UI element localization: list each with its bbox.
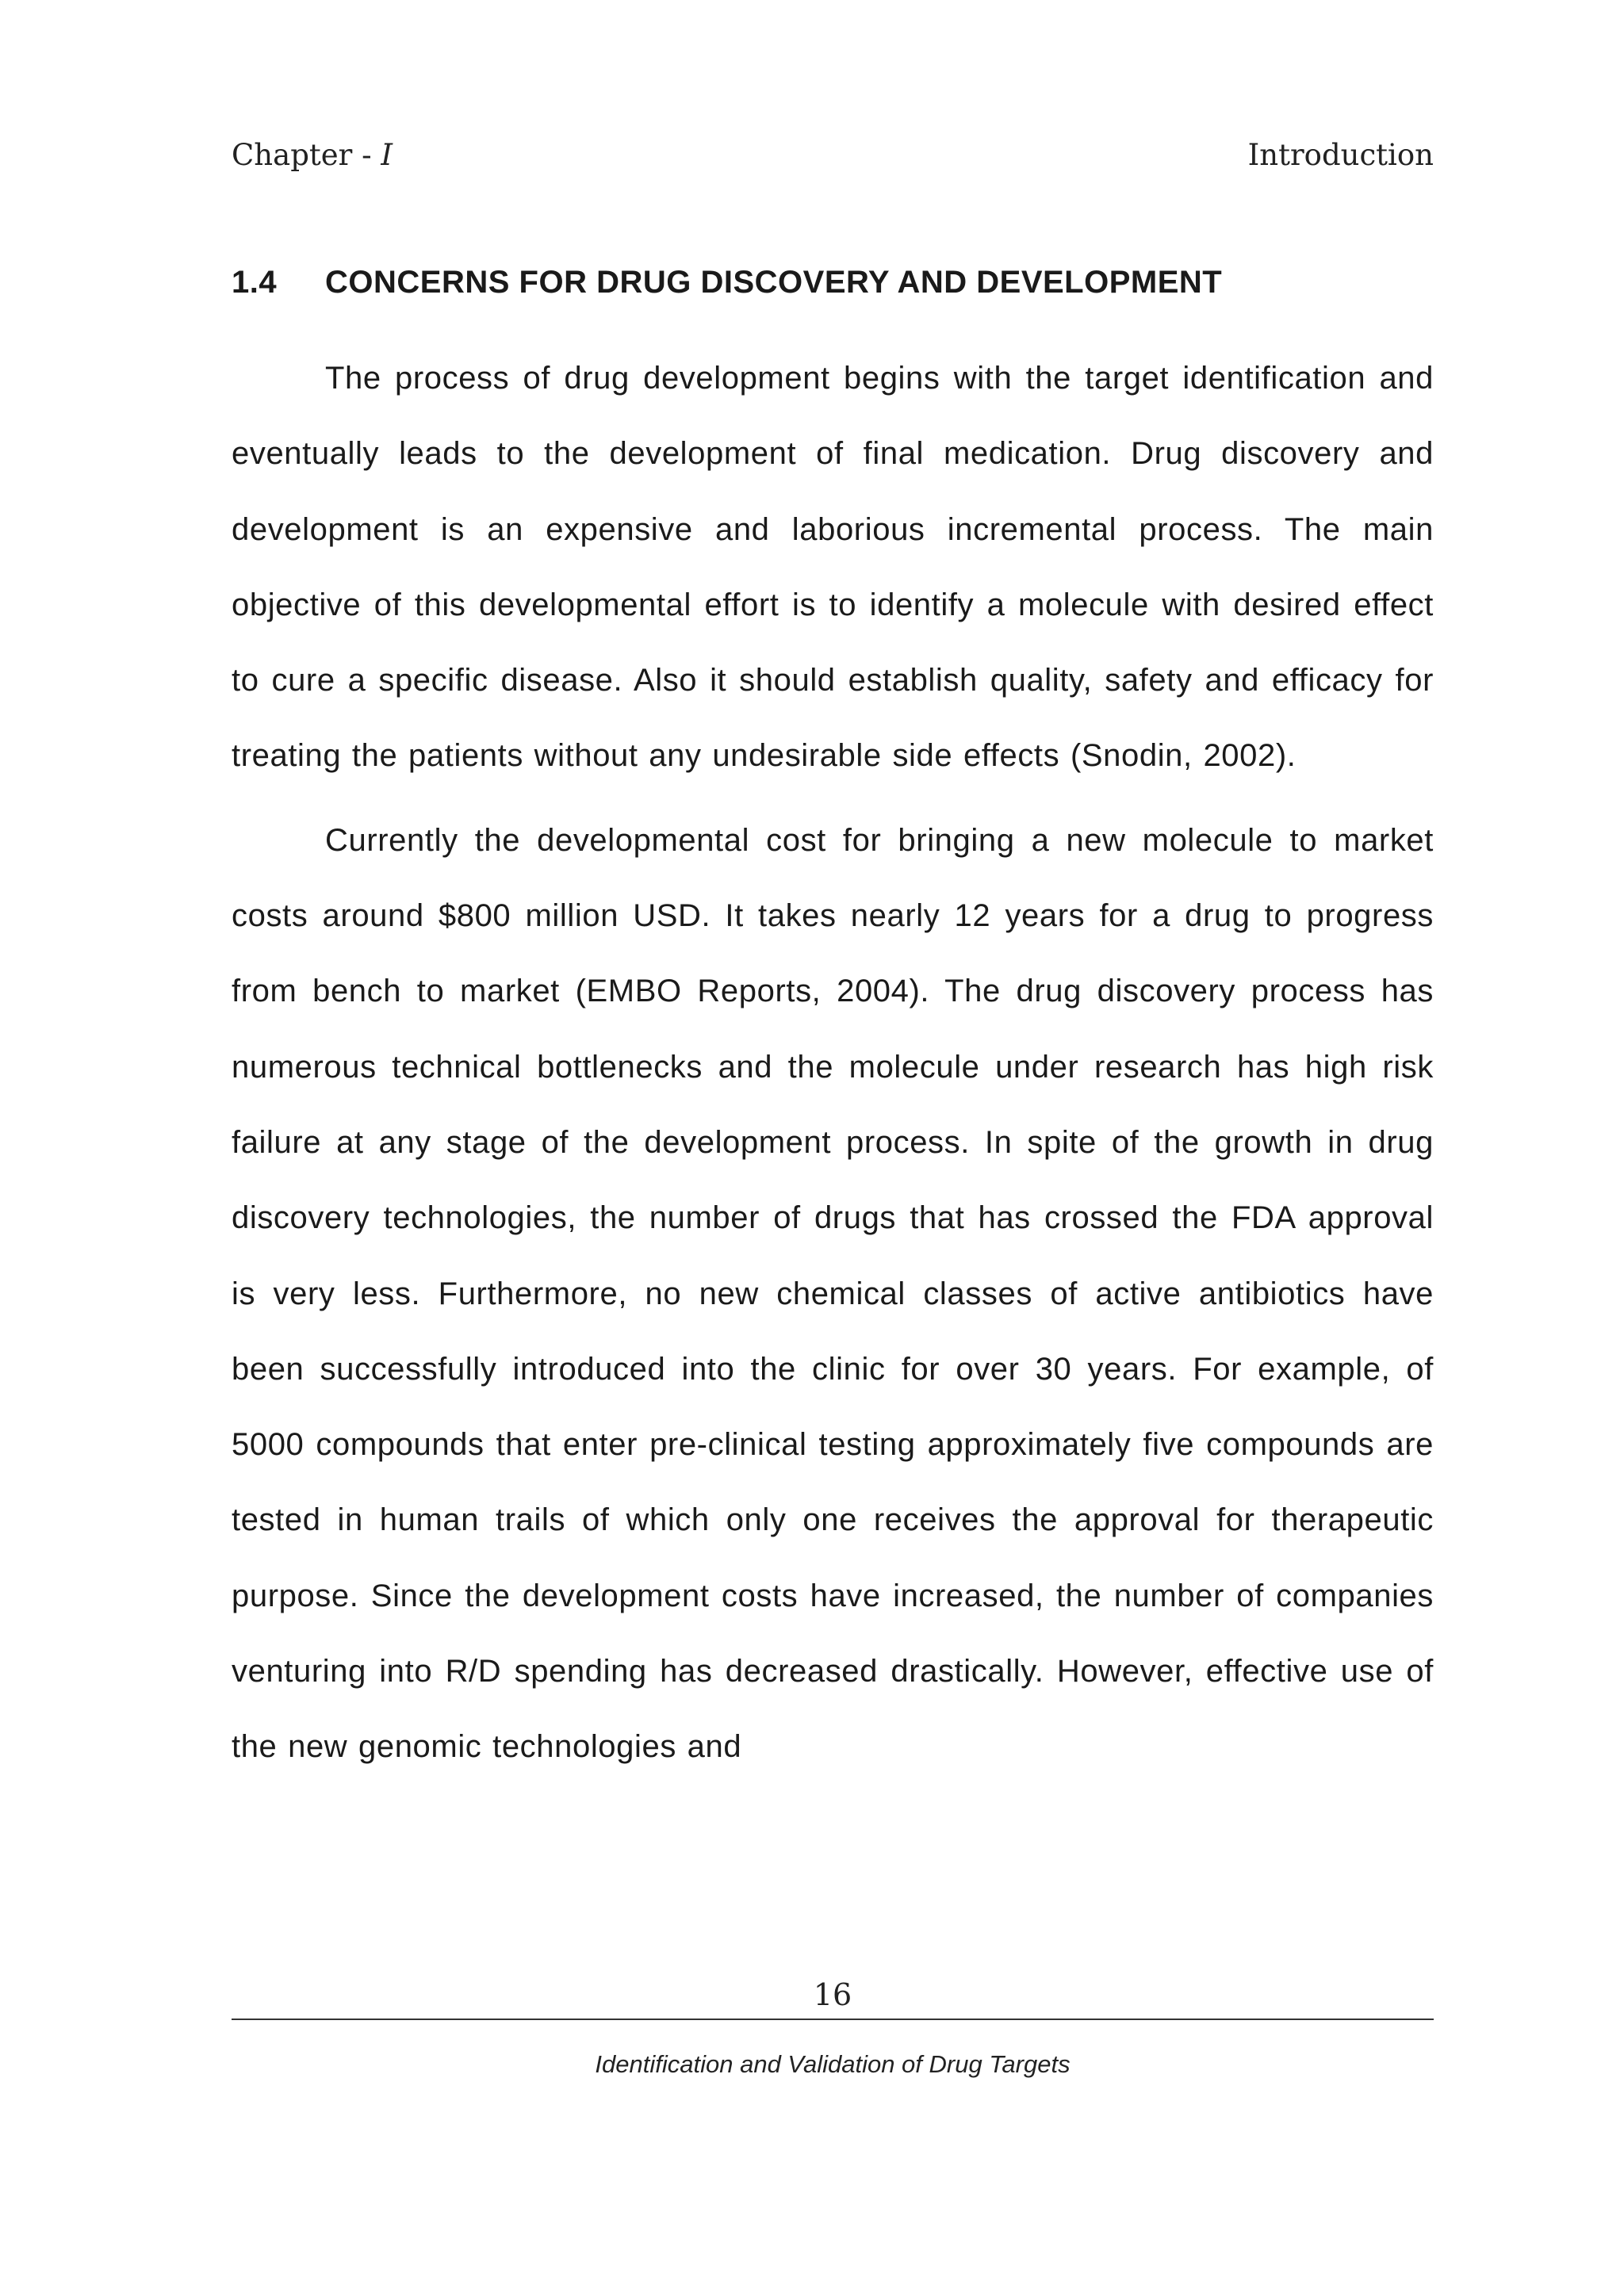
body-text bbox=[232, 341, 1434, 1794]
paragraph-1: The process of drug development begins with the target identification and eventually leads to the development of final medication. Drug discovery and development is an expensive and laborious incremental process. The main objective of this developmental effort is to identify a molecule with desired effect to cure a specific disease. Also it should establish quality, safety and efficacy for treating the patients without any undesirable side effects (Snodin, 2002). bbox=[232, 361, 1434, 774]
section-name: Introduction bbox=[1247, 138, 1434, 172]
paragraph-2: Currently the developmental cost for bringing a new molecule to market costs around $800 million USD. It takes nearly 12 years for a drug to progress from bench to market (EMBO Reports, 2004). The drug discovery process has numerous technical bottlenecks and the molecule under research has high risk failure at any stage of the development process. In spite of the growth in drug discovery technologies, the number of drugs that has crossed the FDA approval is very less. Furthermore, no new chemical classes of active antibiotics have been successfully introduced into the clinic for over 30 years. For example, of 5000 compounds that enter pre-clinical testing approximately five compounds are tested in human trails of which only one receives the approval for therapeutic purpose. Since the development costs have increased, the number of companies venturing into R/D spending has decreased drastically. However, effective use of the new genomic technologies and bbox=[232, 822, 1434, 1765]
chapter-label-text: Chapter - bbox=[232, 138, 381, 172]
section-title: CONCERNS FOR DRUG DISCOVERY AND DEVELOPMENT bbox=[325, 265, 1223, 300]
section-heading bbox=[232, 265, 1434, 300]
chapter-label bbox=[232, 138, 393, 172]
page-number: 16 bbox=[813, 1977, 852, 2012]
footer-divider bbox=[232, 2019, 1434, 2020]
section-number: 1.4 bbox=[232, 265, 278, 300]
footer-document-title: Identification and Validation of Drug Targets bbox=[595, 2050, 1071, 2078]
chapter-number: I bbox=[381, 138, 393, 172]
